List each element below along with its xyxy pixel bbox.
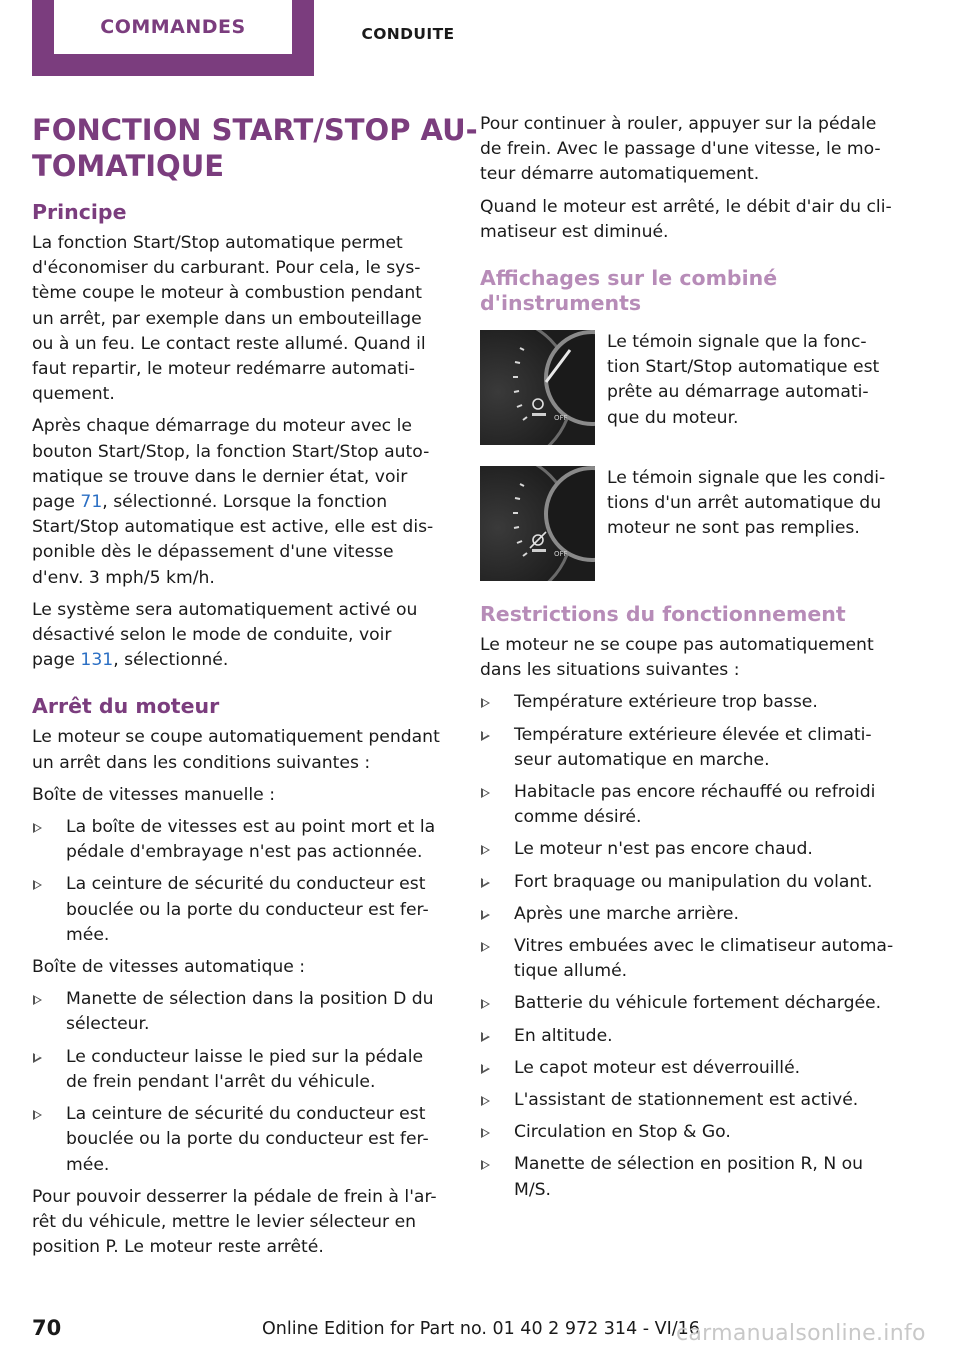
text-line: rêt du véhicule, mettre le levier sélecteur en (32, 1211, 417, 1232)
text-line: désactivé selon le mode de conduite, voir (32, 625, 392, 646)
triangle-bullet-icon (481, 1160, 490, 1170)
chapter-tabs (32, 0, 502, 76)
paragraph-climatiseur (480, 195, 900, 245)
triangle-bullet-icon (33, 1053, 42, 1063)
text-line: dans les situations suivantes : (480, 660, 740, 681)
text-line: La ceinture de sécurité du conducteur est (66, 874, 426, 895)
list-item (32, 1045, 452, 1095)
triangle-bullet-icon (33, 1110, 42, 1120)
indicator-not-met-text (607, 466, 907, 542)
paragraph-etat (32, 414, 452, 590)
text-line: ou à un feu. Le contact reste allumé. Quand il (32, 333, 426, 354)
text-line: moteur ne sont pas remplies. (607, 518, 860, 539)
triangle-bullet-icon (481, 878, 490, 888)
text-line: Le témoin signale que la fonc- (607, 332, 867, 353)
page-link-71[interactable]: 71 (80, 492, 103, 513)
text-line: Le moteur n'est pas encore chaud. (514, 839, 813, 860)
left-column (32, 112, 478, 1267)
text-line: La ceinture de sécurité du conducteur est (66, 1104, 426, 1125)
page-prefix: page (32, 492, 81, 513)
text-line: teur démarre automatiquement. (480, 164, 760, 185)
title-line: FONCTION START/STOP AU- (32, 113, 478, 147)
text-line: Pour pouvoir desserrer la pédale de frein à l'ar- (32, 1186, 437, 1207)
text-line: sélecteur. (66, 1014, 150, 1035)
off-label: OFF (554, 414, 568, 423)
heading-arret-moteur: Arrêt du moteur (32, 694, 220, 719)
heading-principe: Principe (32, 200, 127, 224)
start-stop-ready-icon (480, 330, 595, 445)
text-line: matiseur est diminué. (480, 221, 669, 242)
text-line: d'env. 3 mph/5 km/h. (32, 567, 215, 588)
page-link-131[interactable]: 131 (80, 650, 114, 671)
triangle-bullet-icon (481, 845, 490, 855)
list-item (480, 1152, 900, 1202)
text-line: seur automatique en marche. (514, 749, 770, 770)
text-line: Quand le moteur est arrêté, le débit d'air du cli- (480, 196, 892, 217)
text-line: tique allumé. (514, 961, 628, 982)
triangle-bullet-icon (481, 698, 490, 708)
tab-conduite[interactable] (314, 0, 502, 72)
tab-commandes-label: COMMANDES (100, 16, 246, 38)
list-item (32, 987, 452, 1037)
label-boite-automatique (32, 955, 452, 980)
text-line: La boîte de vitesses est au point mort et la (66, 817, 436, 838)
list-item (480, 991, 900, 1016)
start-stop-crossed-icon (480, 466, 595, 581)
text-line: Le moteur se coupe automatiquement pendant (32, 727, 440, 748)
indicator-not-met (480, 466, 900, 584)
text-line: pédale d'embrayage n'est pas actionnée. (66, 842, 423, 863)
text-line: ponible dès le dépassement d'une vitesse (32, 542, 394, 563)
list-restrictions (480, 690, 900, 1202)
heading-line: Affichages sur le combiné (480, 266, 778, 291)
text-line: un arrêt dans les conditions suivantes : (32, 752, 371, 773)
text-line: Température extérieure trop basse. (514, 692, 818, 713)
list-item (480, 934, 900, 984)
text-line: Le moteur ne se coupe pas automatiquement (480, 635, 874, 656)
paragraph-restrictions-intro (480, 633, 900, 683)
text-line: Batterie du véhicule fortement déchargée. (514, 993, 882, 1014)
text-line: Le conducteur laisse le pied sur la pédale (66, 1046, 424, 1067)
text-line (32, 648, 452, 673)
text-after-link: , sélectionné. Lorsque la fonction (102, 492, 388, 513)
text-line: Habitacle pas encore réchauffé ou refroidi (514, 782, 876, 803)
tab-conduite-label: CONDUITE (361, 25, 455, 43)
text-line: quement. (32, 384, 115, 405)
text-line: Manette de sélection dans la position D du (66, 989, 434, 1010)
text-line: tions d'un arrêt automatique du (607, 493, 882, 514)
indicator-ready (480, 330, 900, 448)
page-prefix: page (32, 650, 81, 671)
text-line: Start/Stop automatique est active, elle est dis- (32, 517, 434, 538)
title-line: TOMATIQUE (32, 149, 225, 183)
text-line: faut repartir, le moteur redémarre automati- (32, 359, 415, 380)
text-line: Boîte de vitesses automatique : (32, 957, 306, 978)
triangle-bullet-icon (33, 823, 42, 833)
right-column (480, 112, 900, 1210)
text-line: un arrêt, par exemple dans un embouteillage (32, 308, 422, 329)
tab-commandes-inner (54, 0, 292, 54)
text-line: de frein pendant l'arrêt du véhicule. (66, 1071, 376, 1092)
text-line: Pour continuer à rouler, appuyer sur la pédale (480, 114, 877, 134)
text-line: Vitres embuées avec le climatiseur automa- (514, 936, 894, 957)
text-line: Boîte de vitesses manuelle : (32, 784, 275, 805)
text-line: tème coupe le moteur à combustion pendant (32, 283, 423, 304)
list-item (480, 1024, 900, 1049)
off-label: OFF (554, 550, 568, 559)
text-line: M/S. (514, 1179, 551, 1200)
paragraph-arret-closing (32, 1185, 452, 1261)
text-after-link: , sélectionné. (113, 650, 229, 671)
heading-line: d'instruments (480, 291, 642, 316)
text-line: Après chaque démarrage du moteur avec le (32, 416, 412, 437)
text-line: prête au démarrage automati- (607, 382, 869, 403)
text-line (32, 490, 452, 515)
text-line: Température extérieure élevée et climati- (514, 724, 872, 745)
triangle-bullet-icon (481, 999, 490, 1009)
list-item (480, 1120, 900, 1145)
triangle-bullet-icon (481, 788, 490, 798)
text-line: comme désiré. (514, 807, 642, 828)
list-item (32, 815, 452, 865)
text-line: bouton Start/Stop, la fonction Start/Stop auto- (32, 441, 430, 462)
text-line: Le témoin signale que les condi- (607, 468, 886, 489)
page-footer (0, 1316, 960, 1356)
text-line: L'assistant de stationnement est activé. (514, 1090, 859, 1111)
text-line: bouclée ou la porte du conducteur est fer- (66, 1129, 429, 1150)
list-item (480, 780, 900, 830)
heading-restrictions: Restrictions du fonctionnement (480, 602, 846, 627)
paragraph-arret-intro (32, 725, 452, 775)
list-manuelle (32, 815, 452, 948)
list-automatique (32, 987, 452, 1177)
text-line: Le capot moteur est déverrouillé. (514, 1057, 801, 1078)
text-line: bouclée ou la porte du conducteur est fer- (66, 899, 429, 920)
triangle-bullet-icon (481, 942, 490, 952)
list-item (480, 837, 900, 862)
list-item (480, 902, 900, 927)
edition-text: Online Edition for Part no. 01 40 2 972 314 - VI/16 (262, 1319, 700, 1339)
text-line: que du moteur. (607, 407, 739, 428)
list-item (32, 872, 452, 948)
spacer (480, 252, 900, 266)
spacer (32, 680, 452, 694)
text-line: tion Start/Stop automatique est (607, 357, 880, 378)
triangle-bullet-icon (481, 1128, 490, 1138)
text-line: de frein. Avec le passage d'une vitesse, le mo- (480, 139, 881, 160)
label-boite-manuelle (32, 783, 452, 808)
text-line: En altitude. (514, 1025, 613, 1046)
list-item (480, 1056, 900, 1081)
text-line: mée. (66, 924, 110, 945)
page-number: 70 (32, 1316, 62, 1340)
list-item (32, 1102, 452, 1178)
paragraph-mode (32, 598, 452, 674)
text-line: Circulation en Stop & Go. (514, 1122, 731, 1143)
list-item (480, 690, 900, 715)
list-item (480, 1088, 900, 1113)
text-line: Le système sera automatiquement activé ou (32, 599, 418, 620)
text-line: mée. (66, 1154, 110, 1175)
paragraph-continuer (480, 112, 900, 188)
tab-commandes[interactable] (32, 0, 314, 76)
text-line: Manette de sélection en position R, N ou (514, 1154, 864, 1175)
triangle-bullet-icon (481, 910, 490, 920)
text-line: matique se trouve dans le dernier état, voir (32, 466, 408, 487)
paragraph-principe (32, 231, 452, 407)
indicator-ready-text (607, 330, 907, 431)
triangle-bullet-icon (481, 1032, 490, 1042)
heading-affichages (480, 266, 900, 316)
text-line: d'économiser du carburant. Pour cela, le sys- (32, 258, 421, 279)
text-line: Fort braquage ou manipulation du volant. (514, 871, 873, 892)
text-line: La fonction Start/Stop automatique permet (32, 233, 403, 253)
triangle-bullet-icon (481, 1064, 490, 1074)
page-title (32, 112, 478, 184)
list-item (480, 870, 900, 895)
list-item (480, 723, 900, 773)
triangle-bullet-icon (481, 731, 490, 741)
triangle-bullet-icon (33, 995, 42, 1005)
text-line: position P. Le moteur reste arrêté. (32, 1237, 324, 1258)
watermark: carmanualsonline.info (676, 1321, 926, 1346)
triangle-bullet-icon (481, 1096, 490, 1106)
text-line: Après une marche arrière. (514, 903, 739, 924)
triangle-bullet-icon (33, 880, 42, 890)
